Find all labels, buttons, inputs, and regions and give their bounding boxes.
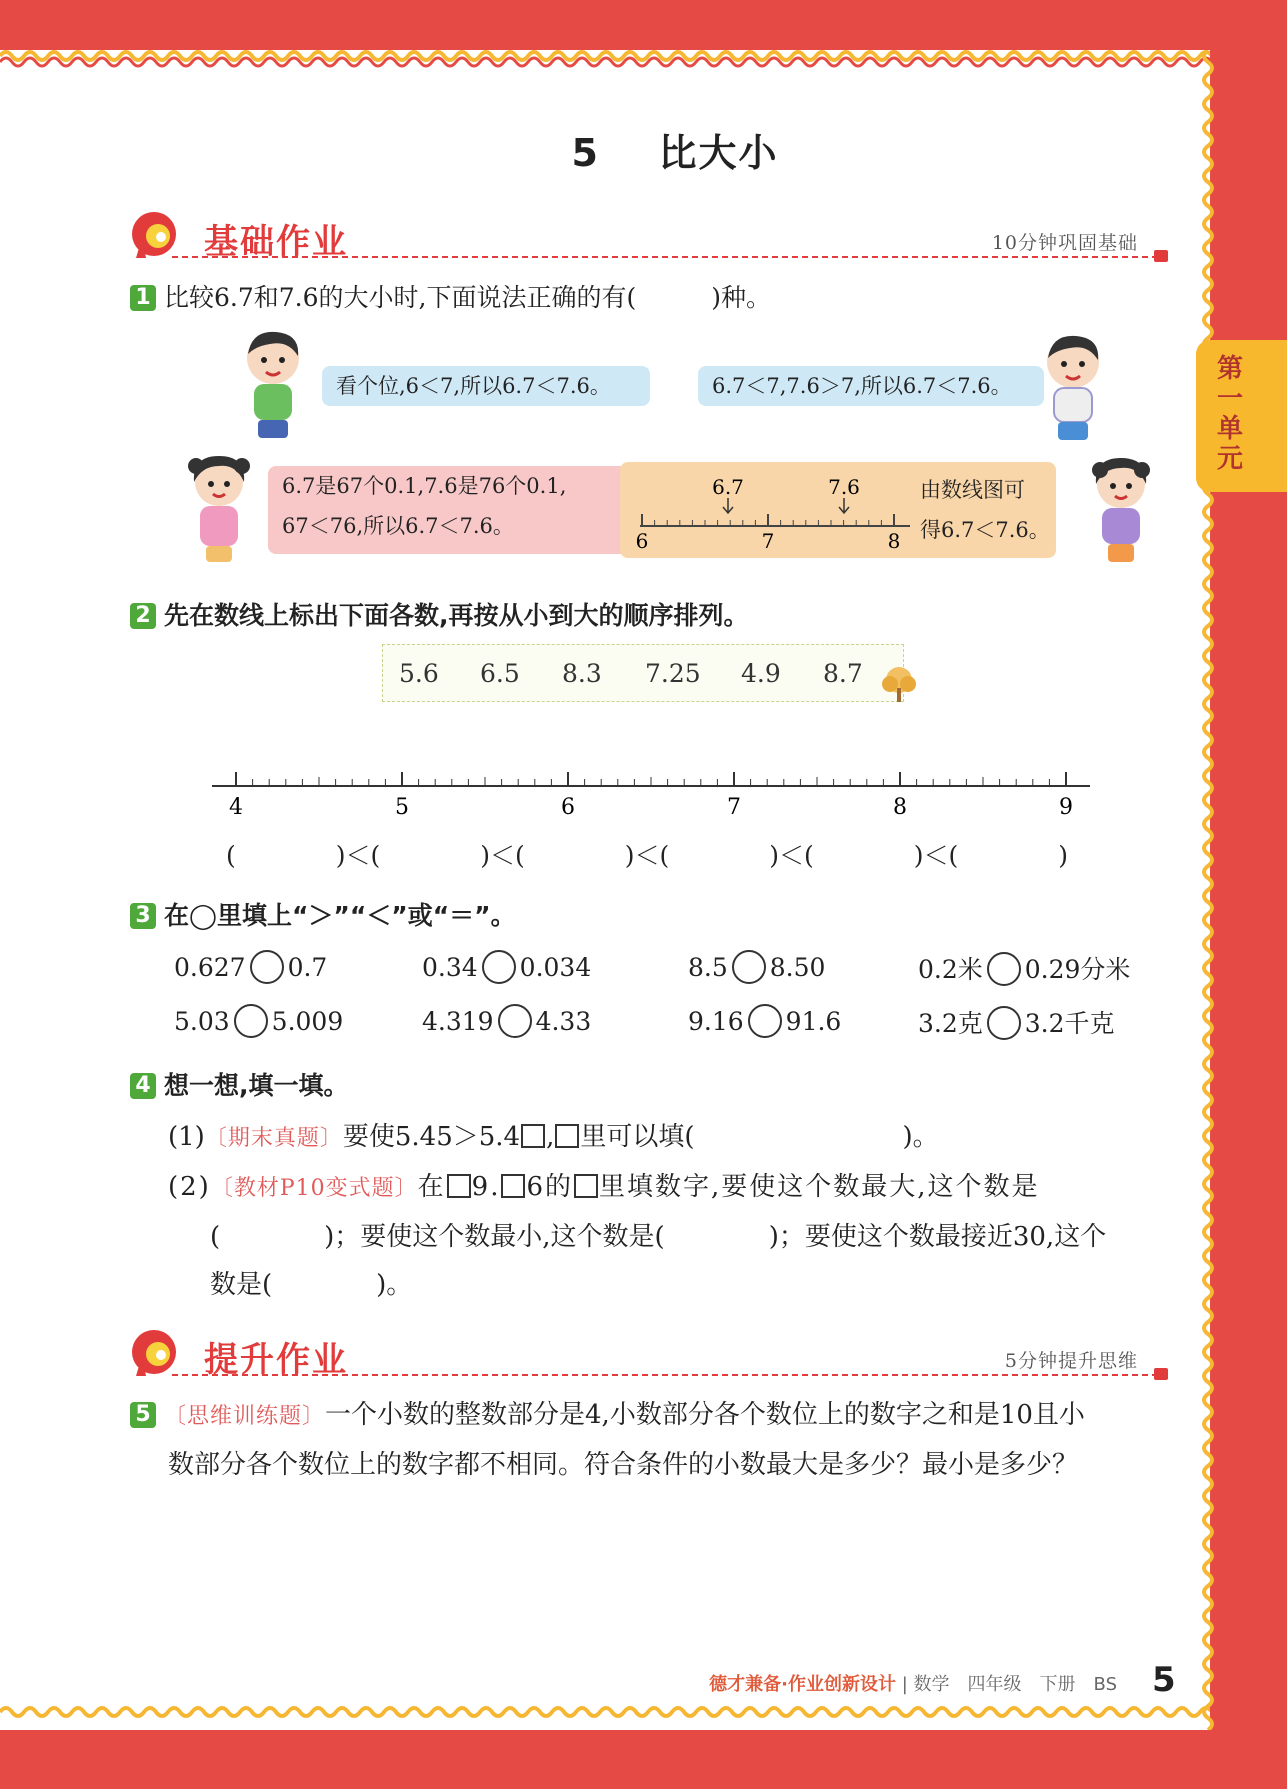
section-divider: [172, 256, 1168, 258]
compare-right: 5.009: [271, 1007, 344, 1036]
section-basic-name: 基础作业: [204, 222, 348, 262]
part-text: 要使5.45＞5.4: [342, 1122, 521, 1152]
wavy-border-bottom: [0, 1702, 1210, 1726]
compare-right: 0.29分米: [1024, 955, 1131, 984]
question-4-part-2: [168, 1166, 1040, 1203]
wavy-border-right: [1196, 50, 1220, 1730]
tree-icon: [878, 664, 920, 706]
part-prefix: (2): [168, 1172, 211, 1202]
question-number: 1: [130, 285, 156, 311]
compare-left: 8.5: [688, 953, 728, 982]
part-prefix: (1): [168, 1122, 205, 1152]
question-5-line-1: 一个小数的整数部分是4,小数部分各个数位上的数字之和是10且小: [325, 1400, 1085, 1430]
section-basic-note: 10分钟巩固基础: [991, 232, 1138, 254]
girl-character-icon: [186, 452, 252, 564]
number-item: 7.25: [645, 659, 701, 688]
blank-square[interactable]: [521, 1124, 545, 1148]
answer-circle[interactable]: [250, 950, 284, 984]
footer-meta: | 数学 四年级 下册 BS: [901, 1674, 1117, 1695]
compare-item: [688, 1004, 841, 1038]
speech-bubble-4: [620, 462, 1056, 558]
mini-number-line: [628, 468, 918, 552]
boy-character-icon: [240, 328, 306, 440]
answer-circle[interactable]: [482, 950, 516, 984]
question-4-part-2-line-2: ( )；要使这个数最小,这个数是( )；要使这个数最接近30,这个: [210, 1222, 1107, 1252]
compare-right: 0.7: [287, 953, 328, 982]
question-4: [130, 1066, 349, 1102]
down-arrow-icon: [723, 498, 733, 513]
number-item: 8.3: [562, 659, 602, 688]
compare-left: 0.2米: [918, 955, 983, 984]
number-list-box: [382, 644, 904, 702]
down-arrow-icon: [839, 498, 849, 513]
question-number: 2: [130, 603, 156, 629]
lesson-title: [0, 122, 1287, 177]
compare-item: [918, 1004, 1115, 1040]
number-item: 6.5: [480, 659, 520, 688]
compare-left: 0.627: [174, 953, 246, 982]
question-5-line-2: 数部分各个数位上的数字都不相同。符合条件的小数最大是多少？最小是多少？: [168, 1450, 1079, 1480]
answer-circle[interactable]: [748, 1004, 782, 1038]
question-number: 3: [130, 903, 156, 929]
unit-tab[interactable]: [1196, 340, 1287, 492]
part-text: 里可以填( )。: [580, 1122, 939, 1152]
axis-label: 5: [395, 795, 409, 820]
question-5: [130, 1394, 1085, 1431]
section-advanced-name: 提升作业: [204, 1340, 348, 1380]
question-1: [130, 278, 771, 314]
axis-label: 9: [1059, 795, 1073, 820]
compare-right: 8.50: [769, 953, 826, 982]
part-text: 里填数字,要使这个数最大,这个数是: [599, 1172, 1040, 1202]
mini-tick-label: 8: [887, 529, 901, 552]
answer-circle[interactable]: [987, 1006, 1021, 1040]
part-text: 6的: [526, 1172, 574, 1202]
speech-bubble-2: 6.7＜7,7.6＞7,所以6.7＜7.6。: [698, 366, 1044, 406]
compare-left: 4.319: [422, 1007, 494, 1036]
compare-left: 5.03: [174, 1007, 230, 1036]
section-divider: [172, 1374, 1168, 1376]
compare-right: 0.034: [519, 953, 592, 982]
question-2-text: 先在数线上标出下面各数,再按从小到大的顺序排列。: [164, 601, 749, 630]
blank-square[interactable]: [555, 1124, 579, 1148]
question-number: 4: [130, 1073, 156, 1099]
mini-ticks: [642, 514, 894, 526]
axis-label: 6: [561, 795, 575, 820]
speech-bubble-3-line-2: 67＜76,所以6.7＜7.6。: [282, 514, 514, 538]
compare-left: 3.2克: [918, 1009, 983, 1038]
compare-right: 91.6: [785, 1007, 842, 1036]
blank-square[interactable]: [501, 1174, 525, 1198]
blank-square[interactable]: [574, 1174, 598, 1198]
speech-bubble-4-line-2: 得6.7＜7.6。: [920, 518, 1050, 542]
question-1-text: 比较6.7和7.6的大小时,下面说法正确的有( )种。: [164, 283, 771, 312]
footer-brand: 德才兼备·作业创新设计: [709, 1674, 897, 1695]
lesson-title-text: 比大小: [658, 131, 779, 175]
question-tag: 〔教材P10变式题〕: [210, 1176, 418, 1201]
axis-label: 8: [893, 795, 907, 820]
speech-bubble-3: [268, 466, 632, 554]
speech-bubble-4-line-1: 由数线图可: [920, 478, 1025, 502]
speech-bubble-1: 看个位,6＜7,所以6.7＜7.6。: [322, 366, 650, 406]
part-text: 9.: [471, 1172, 501, 1202]
question-tag: 〔期末真题〕: [204, 1126, 343, 1151]
compare-item: [918, 950, 1130, 986]
mini-tick-label: 6: [635, 529, 649, 552]
question-3-text: 在◯里填上“＞”“＜”或“＝”。: [164, 901, 516, 930]
number-item: 8.7: [823, 659, 863, 688]
compare-item: [174, 1004, 343, 1038]
answer-circle[interactable]: [732, 950, 766, 984]
blank-square[interactable]: [447, 1174, 471, 1198]
speech-bubble-3-line-1: 6.7是67个0.1,7.6是76个0.1,: [282, 474, 567, 498]
mini-tick-label: 7: [761, 529, 775, 552]
compare-item: [422, 1004, 591, 1038]
question-2: [130, 596, 749, 632]
lesson-number: 5: [571, 131, 600, 175]
number-item: 4.9: [741, 659, 781, 688]
axis-label: 4: [229, 795, 243, 820]
mini-mark-label: 7.6: [828, 475, 860, 499]
question-number: 5: [130, 1402, 156, 1428]
compare-right: 4.33: [535, 1007, 592, 1036]
question-4-part-2-line-3: 数是( )。: [210, 1270, 413, 1300]
section-advanced-header: [128, 1326, 1168, 1386]
unit-tab-label: 第一单元: [1216, 354, 1243, 474]
question-4-part-1: [168, 1116, 939, 1153]
part-text: 在: [417, 1172, 446, 1202]
footer: [709, 1670, 1117, 1696]
axis-label: 7: [727, 795, 741, 820]
divider-end-mark: [1154, 1368, 1168, 1380]
number-line: [200, 762, 1100, 822]
boy-character-icon: [1040, 332, 1106, 442]
compare-item: [174, 950, 327, 984]
compare-right: 3.2千克: [1024, 1009, 1115, 1038]
answer-circle[interactable]: [987, 952, 1021, 986]
number-item: 5.6: [399, 659, 439, 688]
divider-end-mark: [1154, 250, 1168, 262]
answer-circle[interactable]: [234, 1004, 268, 1038]
question-3: [130, 896, 516, 932]
girl-character-icon: [1088, 454, 1154, 564]
compare-item: [422, 950, 591, 984]
order-answer-row[interactable]: ( )＜( )＜( )＜( )＜( )＜( ): [226, 841, 1069, 870]
number-line-ticks: [236, 772, 1066, 786]
compare-left: 9.16: [688, 1007, 744, 1036]
section-basic-header: [128, 208, 1168, 268]
question-4-text: 想一想,填一填。: [164, 1071, 349, 1100]
megaphone-icon: [128, 1326, 188, 1386]
compare-item: [688, 950, 825, 984]
page-number: 5: [1152, 1660, 1176, 1700]
section-advanced-note: 5分钟提升思维: [1004, 1350, 1138, 1372]
part-text: ,: [546, 1122, 555, 1152]
wavy-border-top: [0, 44, 1210, 68]
mini-mark-label: 6.7: [712, 475, 744, 499]
megaphone-icon: [128, 208, 188, 268]
compare-left: 0.34: [422, 953, 478, 982]
question-tag: 〔思维训练题〕: [164, 1404, 326, 1429]
speech-bubble-4-text: [920, 470, 1050, 550]
answer-circle[interactable]: [498, 1004, 532, 1038]
